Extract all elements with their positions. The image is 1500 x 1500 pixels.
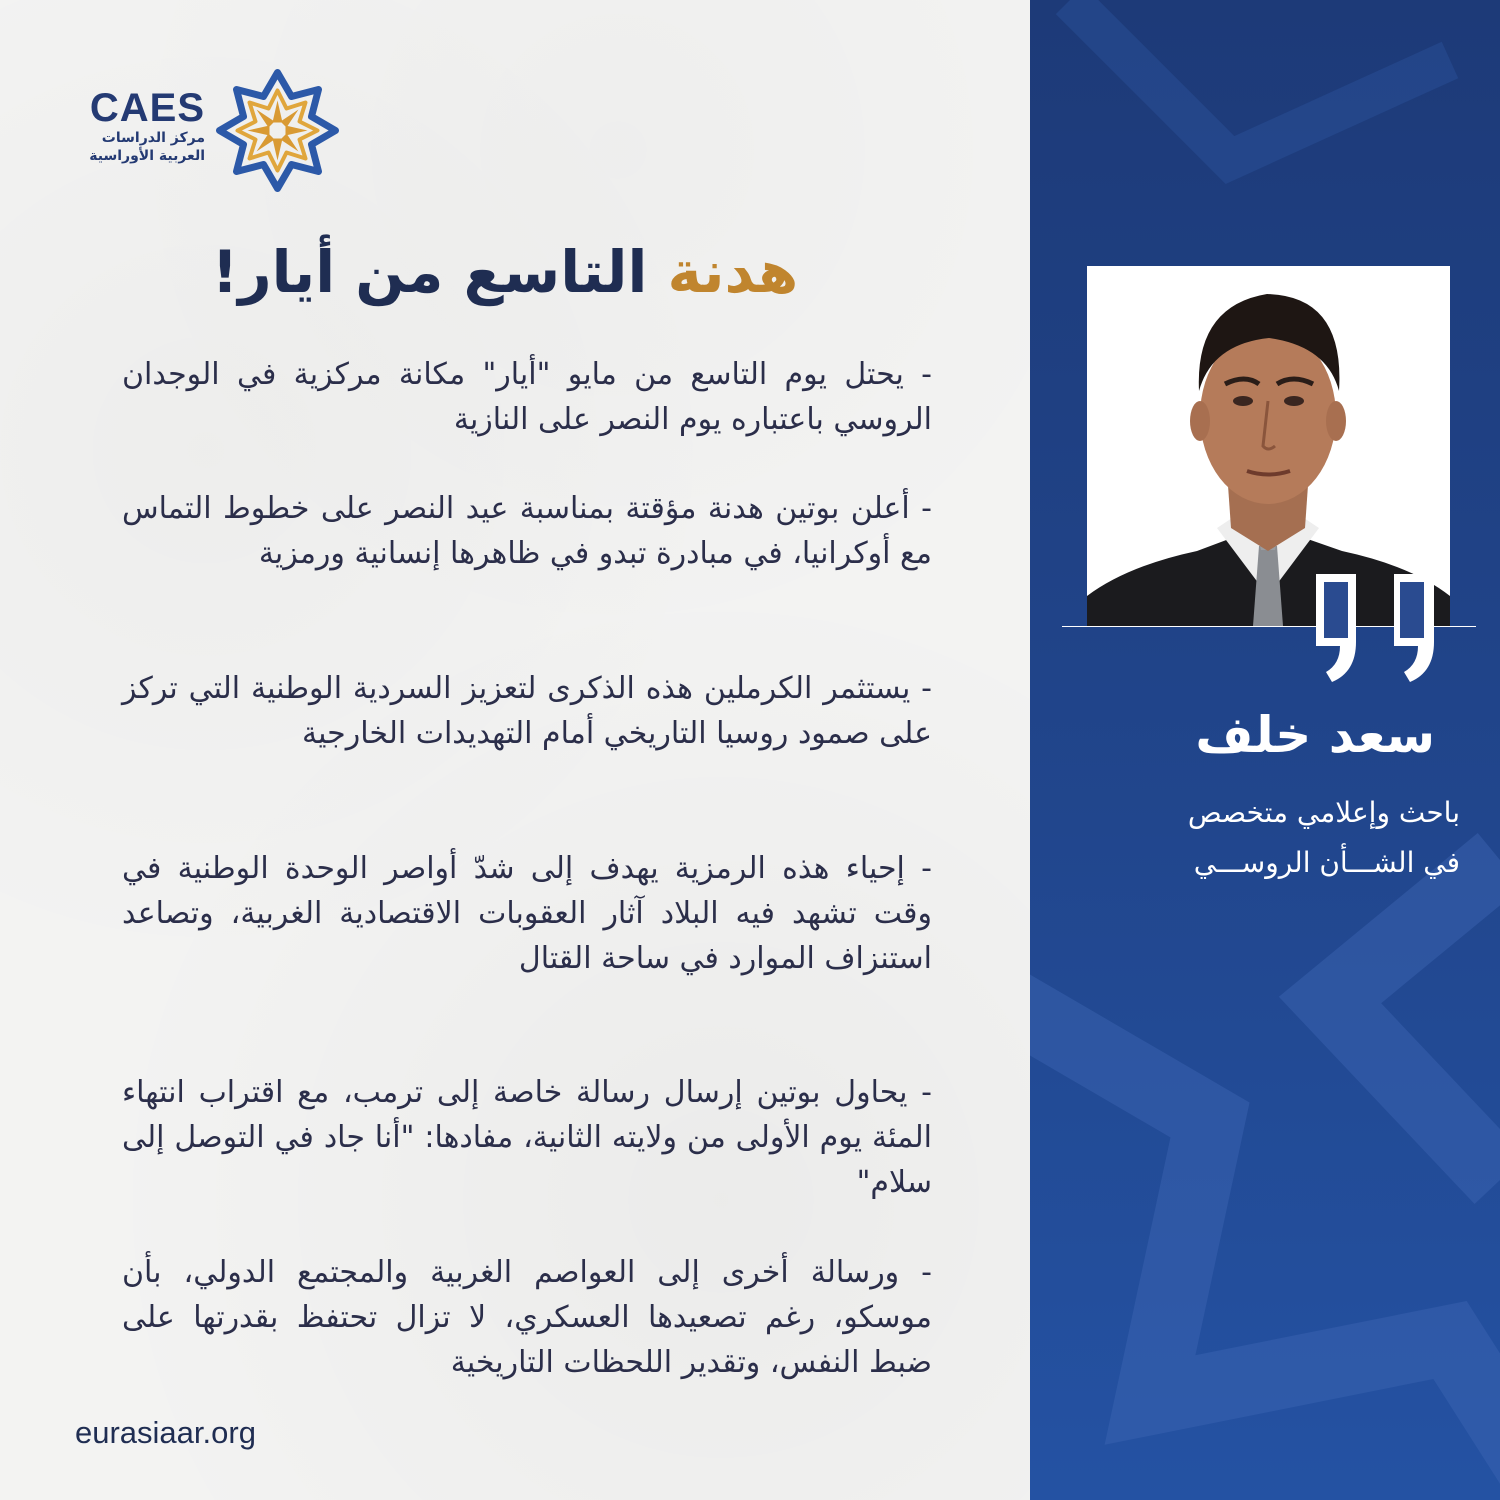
bullet-item: - إحياء هذه الرمزية يهدف إلى شدّ أواصر الوحدة الوطنية في وقت تشهد فيه البلاد آثار العقوبات الاقتصادية الغربية، وتصاعد استنزاف الموارد في ساحة القتال xyxy=(122,851,932,976)
title-accent-word: هدنة xyxy=(667,238,799,306)
author-name: سعد خلف xyxy=(1195,706,1435,764)
author-role-line-2: في الشـــأن الروســـي xyxy=(1193,846,1460,879)
page-title xyxy=(80,232,930,312)
logo-wordmark: CAES xyxy=(89,86,205,130)
bullet-item: - يستثمر الكرملين هذه الذكرى لتعزيز السردية الوطنية التي تركز على صمود روسيا التاريخي أمام التهديدات الخارجية xyxy=(122,671,932,751)
bullet-item: - أعلن بوتين هدنة مؤقتة بمناسبة عيد النصر على خطوط التماس مع أوكرانيا، في مبادرة تبدو في ظاهرها إنسانية ورمزية xyxy=(122,491,932,571)
author-role-line-1: باحث وإعلامي متخصص xyxy=(1187,796,1460,829)
bullet-item: - يحاول بوتين إرسال رسالة خاصة إلى ترمب، مع اقتراب انتهاء المئة يوم الأولى من ولايته الثانية، مفادها: "أنا جاد في التوصل إلى سلام" xyxy=(122,1075,932,1200)
caes-logo[interactable] xyxy=(80,68,345,193)
logo-arabic-line-1: مركز الدراسات xyxy=(101,130,205,146)
author-role xyxy=(1090,788,1460,888)
bullet-list xyxy=(122,352,932,1384)
bullet-item: - يحتل يوم التاسع من مايو "أيار" مكانة مركزية في الوجدان الروسي باعتباره يوم النصر على النازية xyxy=(122,357,932,437)
website-link[interactable]: eurasiaar.org xyxy=(75,1415,256,1450)
quote-mark-icon xyxy=(1278,560,1458,690)
author-panel xyxy=(1030,0,1500,1500)
bullet-item: - ورسالة أخرى إلى العواصم الغربية والمجتمع الدولي، بأن موسكو، رغم تصعيدها العسكري، لا تزال تحتفظ بقدرتها على ضبط النفس، وتقدير اللحظات التاريخية xyxy=(122,1255,932,1380)
eight-point-star-icon xyxy=(215,68,340,193)
title-rest: التاسع من أيار! xyxy=(211,238,668,306)
logo-arabic-line-2: العربية الأوراسية xyxy=(89,148,205,164)
